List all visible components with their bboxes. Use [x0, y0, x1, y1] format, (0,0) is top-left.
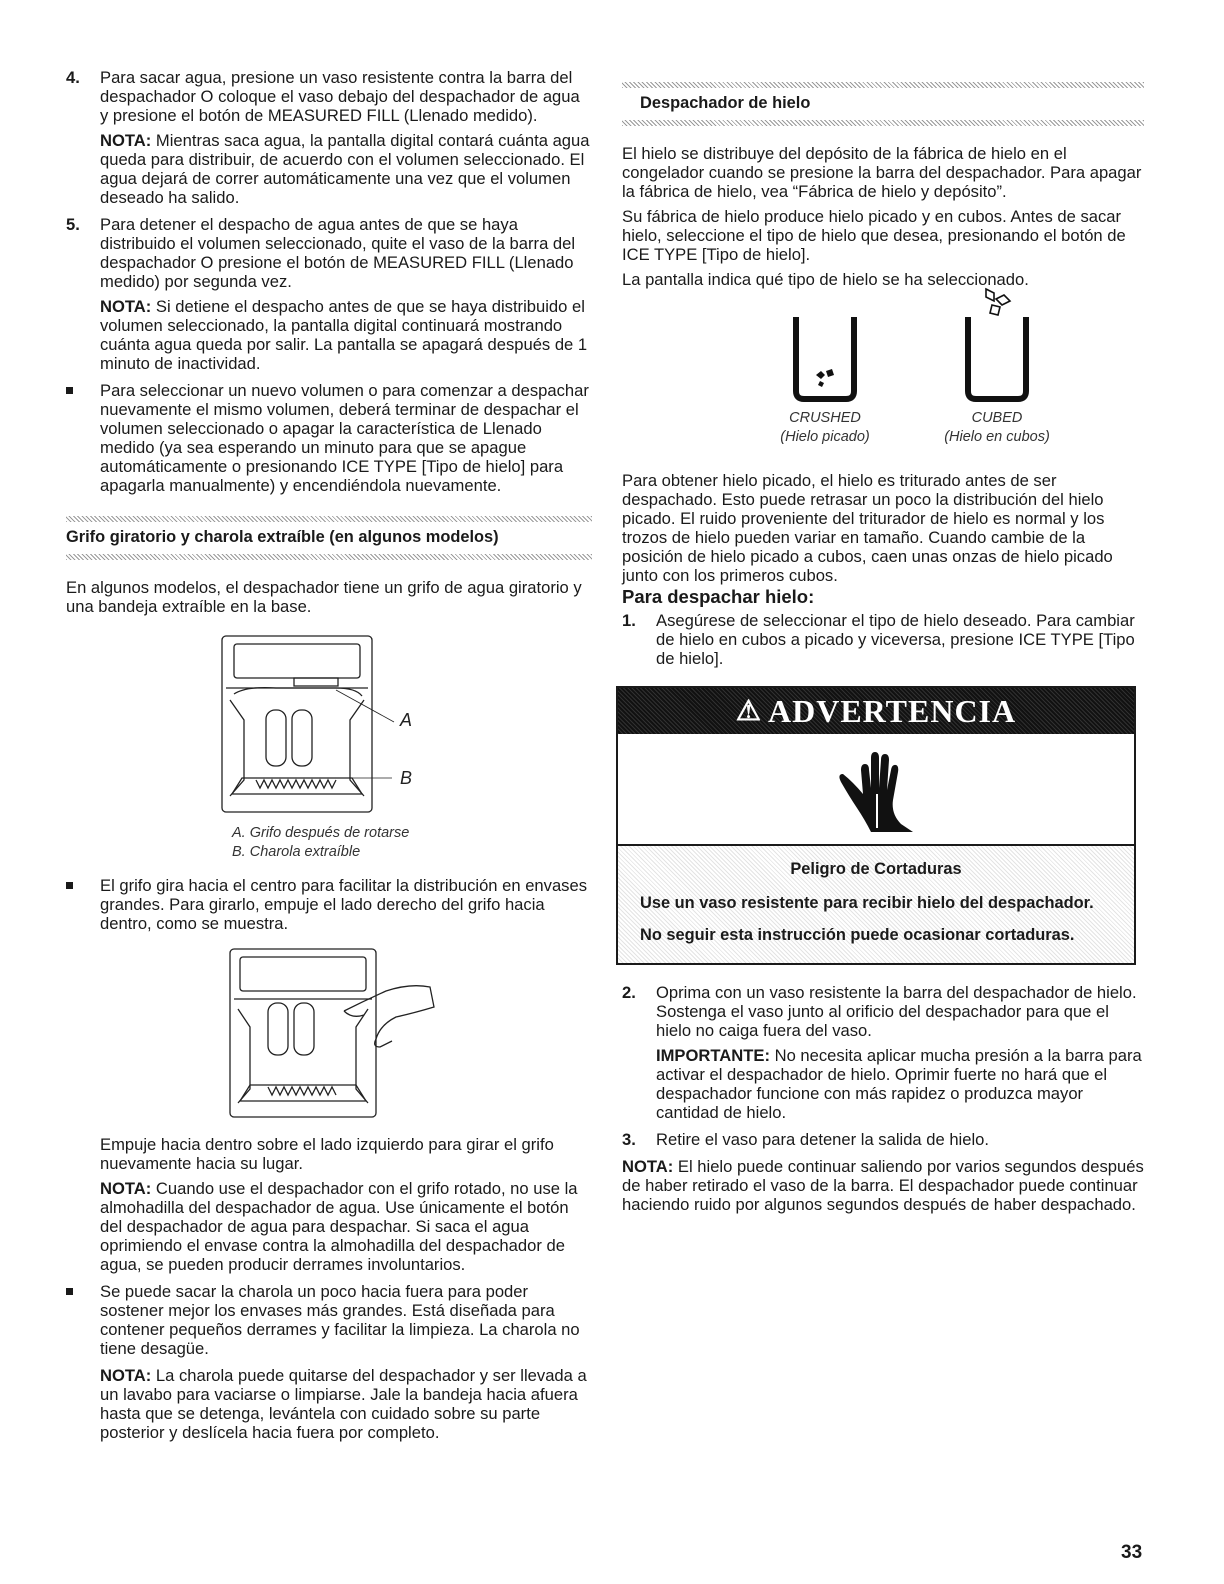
fig1-caption-b: B. Charola extraíble — [232, 844, 361, 860]
bullet-reselect-volume: Para seleccionar un nuevo volumen o para comenzar a despachar nuevamente el mismo volumen, deberá terminar de despachar el volumen seleccionado o apagar la característica de Llenado medido (ya sea esperando un minuto para que se apague automáticamente o presionando ICE TYPE [Tipo de hielo] para apagarla manualmente) y encendiéndola nuevamente. — [66, 381, 592, 495]
step-number: 3. — [622, 1130, 636, 1149]
page-number: 33 — [1121, 1542, 1143, 1563]
bullet-square — [66, 1288, 73, 1295]
warning-title: ADVERTENCIA — [767, 692, 1017, 729]
step-5 — [66, 215, 592, 373]
step-number: 1. — [622, 611, 636, 630]
dispenser-figure-rotated-spout — [216, 630, 446, 820]
warning-box — [616, 686, 1136, 965]
step-note: NOTA: Mientras saca agua, la pantalla digital contará cuánta agua queda para distribuir, de acuerdo con el volumen seleccionado. El agua dejará de correr automáticamente una vez que el volumen deseado ha salido. — [100, 131, 590, 207]
crushed-ice-figure — [750, 311, 900, 447]
section-title: Despachador de hielo — [640, 94, 811, 112]
step-note: NOTA: Si detiene el despacho antes de que se haya distribuido el volumen seleccionado, la pantalla digital continuará mostrando cuánta agua queda por salir. La pantalla se apagará después de 1 minuto de inactividad. — [100, 297, 588, 373]
bullet-rotate-spout: El grifo gira hacia el centro para facilitar la distribución en envases grandes. Para girarlo, empuje el lado derecho del grifo hacia dentro, como se muestra. — [66, 876, 592, 933]
important-note: IMPORTANTE: No necesita aplicar mucha presión a la barra para activar el despachador de hielo. Oprimir fuerte no hará que el despachador funcione con más rapidez o produzca mayor cantidad de hielo. — [656, 1046, 1142, 1122]
ice-final-note: NOTA: El hielo puede continuar saliendo por varios segundos después de haber retirado el vaso de la barra. El despachador puede continuar haciendo ruido por algunos segundos después de haber despachado. — [622, 1157, 1144, 1214]
ice-paragraph-4: Para obtener hielo picado, el hielo es triturado antes de ser despachado. Esto puede retrasar un poco la distribución del hielo picado. El ruido proveniente del triturador de hielo es normal y los trozos de hielo pueden variar en tamaño. Cuando cambie de la posición de hielo picado a cubos, caen unas onzas de hielo picado junto con los primeros cubos. — [622, 471, 1113, 585]
warning-hazard: Peligro de Cortaduras — [790, 860, 962, 878]
fig1-label-a: A — [400, 710, 413, 730]
dispenser-figure-push-spout — [224, 943, 454, 1123]
warning-body — [618, 846, 1134, 963]
cubed-ice-figure — [922, 285, 1072, 447]
step-4 — [66, 68, 592, 207]
step-number: 2. — [622, 983, 636, 1002]
bullet-pull-tray: Se puede sacar la charola un poco hacia fuera para poder sostener mejor los envases más grandes. Está diseñada para contener pequeños derrames y facilitar la limpieza. La charola no tiene desagüe. — [66, 1282, 592, 1358]
bullet-square — [66, 387, 73, 394]
section-header-swivel-spout — [66, 509, 592, 568]
ice-paragraph-3: La pantalla indica qué tipo de hielo se ha seleccionado. — [622, 270, 1029, 289]
warning-line-1: Use un vaso resistente para recibir hielo del despachador. — [640, 894, 1094, 912]
cubed-label: CUBED — [971, 410, 1023, 426]
note-rotated-spout: NOTA: Cuando use el despachador con el grifo rotado, no use la almohadilla del despachador de agua. Use únicamente el botón del despachador de agua para despachar. Si saca el agua oprimiendo el envase contra la almohadilla del despachador de agua, se pueden producir derrames involuntarios. — [100, 1179, 578, 1274]
cubed-label-es: (Hielo en cubos) — [944, 429, 1050, 445]
ice-paragraph-2: Su fábrica de hielo produce hielo picado y en cubos. Antes de sacar hielo, seleccione el tipo de hielo que desea, presionando el botón de ICE TYPE [Tipo de hielo]. — [622, 207, 1126, 264]
ice-type-figures — [622, 311, 1144, 459]
ice-step-2: 2. Oprima con un vaso resistente la barra del despachador de hielo. Sostenga el vaso junto al orificio del despachador para que el hielo no caiga fuera del vaso. IMPORTANTE: No necesita aplicar mucha presión a la barra para activar el despachador de hielo. Oprimir fuerte no hará que el despachador funcione con más rapidez o produzca mayor cantidad de hielo. — [622, 983, 1144, 1122]
bullet-square — [66, 882, 73, 889]
section-intro: En algunos modelos, el despachador tiene un grifo de agua giratorio y una bandeja extraíble en la base. — [66, 578, 582, 616]
section-header-ice-dispenser — [622, 75, 1144, 134]
section-title: Grifo giratorio y charola extraíble (en algunos modelos) — [66, 528, 499, 546]
crushed-label-es: (Hielo picado) — [780, 429, 870, 445]
ice-paragraph-1: El hielo se distribuye del depósito de la fábrica de hielo en el congelador cuando se presione la barra del despachador. Para apagar la fábrica de hielo, vea “Fábrica de hielo y depósito”. — [622, 144, 1142, 201]
hatch-rule — [622, 120, 1144, 126]
fig1-caption-a: A. Grifo después de rotarse — [232, 825, 410, 841]
step-number: 4. — [66, 68, 80, 87]
ice-step-3: 3. Retire el vaso para detener la salida de hielo. — [622, 1130, 990, 1149]
note-tray: NOTA: La charola puede quitarse del despachador y ser llevada a un lavabo para vaciarse o limpiarse. Jale la bandeja hacia afuera hasta que se detenga, levántela con cuidado sobre su parte posterior y deslícela hacia fuera por completo. — [100, 1366, 587, 1442]
warning-triangle-icon: ⚠ — [735, 695, 762, 727]
warning-line-2: No seguir esta instrucción puede ocasionar cortaduras. — [640, 926, 1075, 944]
note-tray-block — [66, 1366, 592, 1442]
step-text: Para detener el despacho de agua antes de que se haya distribuido el volumen seleccionado, quite el vaso de la barra del despachador O presione el botón de MEASURED FILL (Llenado medido) por segunda vez. — [100, 215, 576, 291]
push-back-text: Empuje hacia dentro sobre el lado izquierdo para girar el grifo nuevamente hacia su lugar. — [100, 1135, 554, 1173]
warning-banner — [618, 688, 1134, 734]
push-back-block — [66, 1135, 592, 1274]
hatch-rule — [66, 554, 592, 560]
subheading-dispense-ice: Para despachar hielo: — [622, 586, 815, 607]
right-column — [622, 75, 1144, 1214]
fig1-label-b: B — [400, 768, 413, 788]
crushed-label: CRUSHED — [789, 410, 861, 426]
left-column — [66, 68, 592, 1442]
ice-step-1: 1. Asegúrese de seleccionar el tipo de hielo deseado. Para cambiar de hielo en cubos a picado y viceversa, presione ICE TYPE [Tipo de hielo]. — [622, 611, 1135, 668]
step-number: 5. — [66, 215, 80, 234]
cubed-ice-icon — [962, 285, 1032, 405]
cut-hand-icon — [831, 744, 921, 834]
crushed-ice-icon — [790, 311, 860, 405]
step-text: Para sacar agua, presione un vaso resistente contra la barra del despachador O coloque el vaso debajo del despachador de agua y presione el botón de MEASURED FILL (Llenado medido). — [100, 68, 580, 125]
